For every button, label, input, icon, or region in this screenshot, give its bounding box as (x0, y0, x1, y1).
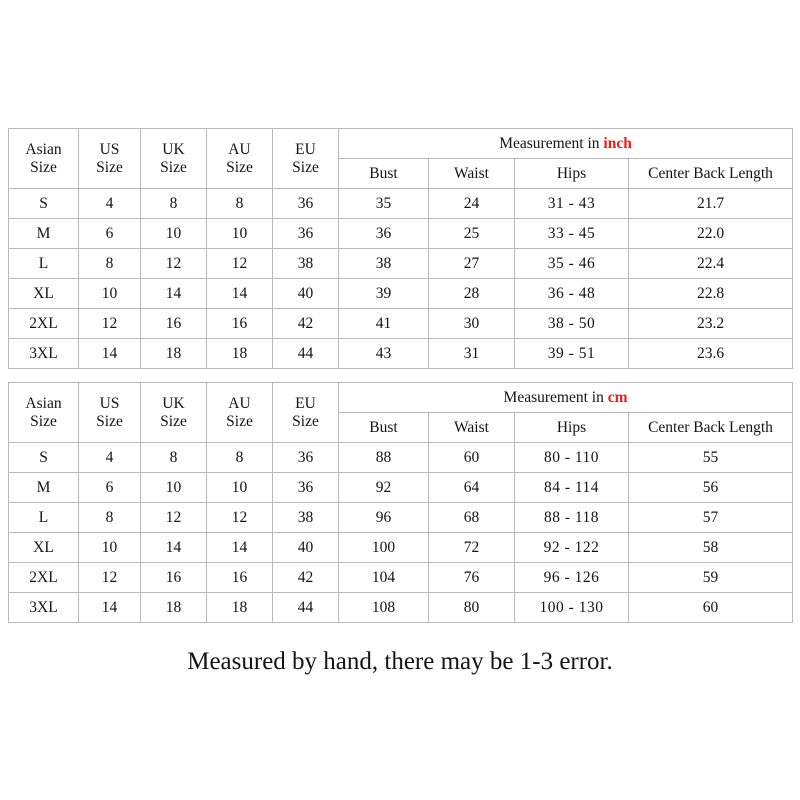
cell-bust: 92 (339, 473, 429, 503)
header-uk-size (141, 383, 207, 443)
cell-center-back-length: 57 (629, 503, 793, 533)
cell-center-back-length: 59 (629, 563, 793, 593)
header-eu-size-line1: EU (295, 395, 316, 413)
cell-hips: 38 - 50 (515, 309, 629, 339)
cell-hips: 100 - 130 (515, 593, 629, 623)
table-row (9, 473, 793, 503)
cell-bust: 36 (339, 219, 429, 249)
size-chart-inch (8, 128, 792, 369)
header-au-size-line2: Size (226, 158, 253, 176)
cell-eu-size: 36 (273, 189, 339, 219)
cell-center-back-length: 22.8 (629, 279, 793, 309)
header-uk-size-line2: Size (160, 412, 187, 430)
header-bust: Bust (339, 413, 429, 443)
cell-eu-size: 44 (273, 593, 339, 623)
cell-asian-size: 2XL (9, 309, 79, 339)
cell-asian-size: M (9, 473, 79, 503)
header-us-size (79, 383, 141, 443)
cell-uk-size: 14 (141, 533, 207, 563)
cell-waist: 31 (429, 339, 515, 369)
cell-bust: 43 (339, 339, 429, 369)
cell-bust: 35 (339, 189, 429, 219)
header-eu-size-line2: Size (292, 158, 319, 176)
cell-us-size: 14 (79, 339, 141, 369)
cell-waist: 68 (429, 503, 515, 533)
cell-bust: 104 (339, 563, 429, 593)
cell-au-size: 8 (207, 189, 273, 219)
table-row (9, 593, 793, 623)
cell-waist: 64 (429, 473, 515, 503)
cell-uk-size: 10 (141, 219, 207, 249)
cell-eu-size: 36 (273, 443, 339, 473)
measurement-unit-title (339, 129, 793, 159)
table-row (9, 503, 793, 533)
table-row (9, 219, 793, 249)
cell-waist: 72 (429, 533, 515, 563)
cell-us-size: 4 (79, 189, 141, 219)
table-row (9, 309, 793, 339)
cell-eu-size: 38 (273, 503, 339, 533)
cell-us-size: 10 (79, 533, 141, 563)
cell-us-size: 6 (79, 473, 141, 503)
cell-au-size: 12 (207, 249, 273, 279)
cell-us-size: 8 (79, 503, 141, 533)
footnote-text: Measured by hand, there may be 1-3 error. (187, 648, 613, 675)
header-hips: Hips (515, 159, 629, 189)
header-au-size-line1: AU (228, 395, 251, 413)
cell-hips: 92 - 122 (515, 533, 629, 563)
cell-hips: 96 - 126 (515, 563, 629, 593)
cell-us-size: 12 (79, 563, 141, 593)
table-row (9, 339, 793, 369)
table-header-row (9, 383, 793, 413)
cell-hips: 88 - 118 (515, 503, 629, 533)
cell-us-size: 10 (79, 279, 141, 309)
cell-asian-size: L (9, 503, 79, 533)
cell-hips: 39 - 51 (515, 339, 629, 369)
measurement-unit-title (339, 383, 793, 413)
cell-asian-size: L (9, 249, 79, 279)
cell-asian-size: S (9, 189, 79, 219)
cell-au-size: 8 (207, 443, 273, 473)
header-waist: Waist (429, 413, 515, 443)
table-header-row (9, 129, 793, 159)
cell-waist: 25 (429, 219, 515, 249)
cell-uk-size: 8 (141, 189, 207, 219)
header-au-size (207, 383, 273, 443)
header-center-back-length: Center Back Length (629, 413, 793, 443)
header-hips: Hips (515, 413, 629, 443)
cell-center-back-length: 22.4 (629, 249, 793, 279)
cell-eu-size: 36 (273, 473, 339, 503)
cell-uk-size: 18 (141, 593, 207, 623)
cell-us-size: 8 (79, 249, 141, 279)
header-center-back-length: Center Back Length (629, 159, 793, 189)
header-uk-size-line1: UK (162, 141, 185, 159)
cell-center-back-length: 21.7 (629, 189, 793, 219)
header-us-size-line2: Size (96, 158, 123, 176)
header-uk-size-line2: Size (160, 158, 187, 176)
cell-bust: 108 (339, 593, 429, 623)
header-asian-size-line1: Asian (25, 141, 62, 159)
cell-au-size: 10 (207, 473, 273, 503)
cell-hips: 31 - 43 (515, 189, 629, 219)
header-asian-size-line2: Size (30, 412, 57, 430)
cell-waist: 28 (429, 279, 515, 309)
measurement-title-prefix: Measurement in (499, 134, 604, 152)
cell-us-size: 14 (79, 593, 141, 623)
header-eu-size (273, 129, 339, 189)
cell-bust: 96 (339, 503, 429, 533)
cell-hips: 33 - 45 (515, 219, 629, 249)
cell-uk-size: 10 (141, 473, 207, 503)
cell-asian-size: XL (9, 279, 79, 309)
cell-center-back-length: 55 (629, 443, 793, 473)
cell-asian-size: 3XL (9, 339, 79, 369)
cell-au-size: 12 (207, 503, 273, 533)
cell-uk-size: 14 (141, 279, 207, 309)
cell-center-back-length: 23.2 (629, 309, 793, 339)
cell-waist: 27 (429, 249, 515, 279)
cell-asian-size: XL (9, 533, 79, 563)
header-asian-size (9, 383, 79, 443)
cell-au-size: 16 (207, 563, 273, 593)
cell-bust: 100 (339, 533, 429, 563)
cell-eu-size: 40 (273, 533, 339, 563)
cell-waist: 80 (429, 593, 515, 623)
table-row (9, 189, 793, 219)
cell-center-back-length: 60 (629, 593, 793, 623)
cell-hips: 84 - 114 (515, 473, 629, 503)
cell-au-size: 18 (207, 339, 273, 369)
cell-au-size: 14 (207, 533, 273, 563)
cell-waist: 60 (429, 443, 515, 473)
cell-eu-size: 42 (273, 309, 339, 339)
header-us-size-line1: US (99, 141, 120, 159)
cell-uk-size: 8 (141, 443, 207, 473)
header-asian-size-line2: Size (30, 158, 57, 176)
cell-bust: 39 (339, 279, 429, 309)
size-table-inch (8, 128, 793, 369)
cell-center-back-length: 22.0 (629, 219, 793, 249)
cell-uk-size: 16 (141, 563, 207, 593)
header-asian-size-line1: Asian (25, 395, 62, 413)
table-row (9, 533, 793, 563)
cell-eu-size: 36 (273, 219, 339, 249)
cell-hips: 35 - 46 (515, 249, 629, 279)
header-au-size-line2: Size (226, 412, 253, 430)
cell-asian-size: 2XL (9, 563, 79, 593)
cell-asian-size: M (9, 219, 79, 249)
cell-au-size: 10 (207, 219, 273, 249)
cell-us-size: 4 (79, 443, 141, 473)
header-eu-size-line1: EU (295, 141, 316, 159)
cell-uk-size: 12 (141, 503, 207, 533)
header-us-size (79, 129, 141, 189)
table-row (9, 249, 793, 279)
cell-center-back-length: 23.6 (629, 339, 793, 369)
cell-bust: 88 (339, 443, 429, 473)
cell-bust: 41 (339, 309, 429, 339)
table-row (9, 443, 793, 473)
header-au-size-line1: AU (228, 141, 251, 159)
header-uk-size-line1: UK (162, 395, 185, 413)
header-au-size (207, 129, 273, 189)
cell-center-back-length: 56 (629, 473, 793, 503)
cell-eu-size: 42 (273, 563, 339, 593)
header-waist: Waist (429, 159, 515, 189)
cell-waist: 24 (429, 189, 515, 219)
cell-au-size: 14 (207, 279, 273, 309)
header-eu-size-line2: Size (292, 412, 319, 430)
cell-waist: 76 (429, 563, 515, 593)
cell-au-size: 16 (207, 309, 273, 339)
cell-eu-size: 38 (273, 249, 339, 279)
cell-hips: 36 - 48 (515, 279, 629, 309)
cell-asian-size: S (9, 443, 79, 473)
measurement-title-prefix: Measurement in (503, 388, 608, 406)
cell-uk-size: 12 (141, 249, 207, 279)
table-row (9, 279, 793, 309)
header-us-size-line2: Size (96, 412, 123, 430)
header-eu-size (273, 383, 339, 443)
cell-us-size: 12 (79, 309, 141, 339)
header-asian-size (9, 129, 79, 189)
header-us-size-line1: US (99, 395, 120, 413)
cell-waist: 30 (429, 309, 515, 339)
cell-uk-size: 18 (141, 339, 207, 369)
cell-eu-size: 44 (273, 339, 339, 369)
header-bust: Bust (339, 159, 429, 189)
cell-au-size: 18 (207, 593, 273, 623)
cell-asian-size: 3XL (9, 593, 79, 623)
size-table-cm (8, 382, 793, 623)
table-row (9, 563, 793, 593)
cell-eu-size: 40 (273, 279, 339, 309)
cell-hips: 80 - 110 (515, 443, 629, 473)
cell-uk-size: 16 (141, 309, 207, 339)
cell-center-back-length: 58 (629, 533, 793, 563)
size-chart-cm (8, 382, 792, 623)
header-uk-size (141, 129, 207, 189)
measurement-unit: cm (607, 388, 628, 406)
measurement-unit: inch (603, 134, 632, 152)
cell-us-size: 6 (79, 219, 141, 249)
cell-bust: 38 (339, 249, 429, 279)
